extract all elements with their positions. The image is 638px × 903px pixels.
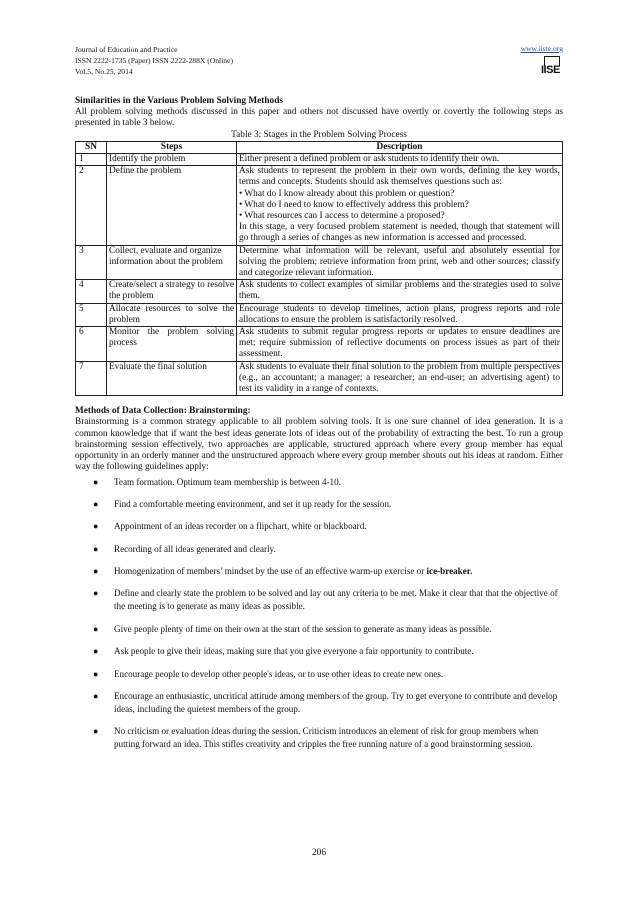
list-item-text: Encourage people to develop other people's ideas, or to use other ideas to create new ones. — [114, 668, 444, 679]
list-item-text: Give people plenty of time on their own at the start of the session to generate as many ideas as possible. — [114, 623, 492, 634]
stages-table — [75, 141, 563, 396]
logo-text: IISE — [541, 64, 560, 76]
list-item — [75, 725, 563, 751]
table-row — [76, 166, 563, 245]
bullet-icon: ● — [93, 476, 99, 487]
list-item — [75, 690, 563, 716]
description-line: Determine what information will be relevant, useful and absolutely essential for solving the problem; retrieve information from print, web and other sources; classify and categorize relevant information. — [239, 245, 560, 279]
list-item-text: Homogenization of members’ mindset by the use of an effective warm-up exercise or — [114, 566, 427, 577]
row-description — [237, 327, 563, 362]
description-line: Ask students to evaluate their final solution to the problem from multiple perspectives (e.g., an accountant; a manager; a researcher; an end-user; an advertising agent) to test its validity in a range of contexts. — [239, 361, 560, 395]
table-row — [76, 245, 563, 280]
page-header — [75, 44, 563, 78]
bullet-icon: ● — [93, 498, 99, 509]
list-item — [75, 623, 563, 636]
list-item — [75, 476, 563, 489]
guidelines-list — [75, 476, 563, 752]
header-steps: Steps — [107, 141, 237, 153]
journal-name: Journal of Education and Practice — [75, 45, 178, 54]
header-sn: SN — [76, 141, 107, 153]
row-description — [237, 280, 563, 303]
list-item — [75, 565, 563, 578]
row-sn: 5 — [76, 303, 107, 326]
table-row — [76, 327, 563, 362]
bullet-icon: ● — [93, 543, 99, 554]
row-description — [237, 154, 563, 166]
row-description — [237, 361, 563, 396]
section-heading-brainstorming: Methods of Data Collection: Brainstorming: — [75, 406, 251, 417]
row-sn: 6 — [76, 327, 107, 362]
description-line: Ask students to submit regular progress reports or updates to ensure deadlines are met; require submission of reflective documents on process issues as part of their assessment. — [239, 327, 560, 360]
bullet-icon: ● — [93, 566, 99, 577]
table-row — [76, 280, 563, 303]
list-item-text: Encourage an enthusiastic, uncritical attitude among members of the group. Try to get everyone to contribute and develop ideas, including the quietest members of the group. — [114, 691, 558, 715]
list-item — [75, 645, 563, 658]
list-item-text: Appointment of an ideas recorder on a flipchart, white or blackboard. — [114, 521, 367, 532]
description-line: Ask students to collect examples of similar problems and the strategies used to solve them. — [239, 280, 560, 302]
table-header-row — [76, 141, 563, 153]
bullet-icon: ● — [93, 623, 99, 634]
row-description — [237, 303, 563, 326]
description-line: Encourage students to develop timelines, action plans, progress reports and role allocations to ensure the problem is satisfactorily resolved. — [239, 303, 560, 325]
row-step: Evaluate the final solution — [107, 361, 237, 396]
list-item — [75, 498, 563, 511]
list-item — [75, 587, 563, 613]
description-line: Either present a defined problem or ask students to identify their own. — [239, 154, 500, 165]
list-item — [75, 543, 563, 556]
list-item-text: Define and clearly state the problem to be solved and lay out any criteria to be met. Make it clear that that the objective of the meeting is to generate as many ideas as possible. — [114, 588, 558, 612]
row-sn: 3 — [76, 245, 107, 280]
row-step: Identify the problem — [107, 154, 237, 166]
description-line: • What do I need to know to effectively address this problem? — [239, 199, 469, 210]
row-step: Monitor the problem solving process — [107, 327, 237, 362]
description-line: Ask students to represent the problem in their own words, defining the key words, terms and concepts. Students should ask themselves questions such as: — [239, 166, 560, 188]
list-item-text: Find a comfortable meeting environment, and set it up ready for the session. — [114, 498, 392, 509]
table-row — [76, 361, 563, 396]
table-caption: Table 3: Stages in the Problem Solving Process — [231, 129, 407, 140]
list-item-text: Recording of all ideas generated and clearly. — [114, 543, 276, 554]
row-sn: 1 — [76, 154, 107, 166]
bullet-icon: ● — [93, 726, 99, 737]
bullet-icon: ● — [93, 691, 99, 702]
table-row — [76, 154, 563, 166]
row-description — [237, 245, 563, 280]
description-line: In this stage, a very focused problem statement is needed, though that statement will go through a series of changes as new information is accessed and processed. — [239, 222, 560, 244]
row-sn: 4 — [76, 280, 107, 303]
issn-line: ISSN 2222-1735 (Paper) ISSN 2222-288X (Online) — [75, 56, 233, 66]
row-step: Define the problem — [107, 166, 237, 245]
page-number: 206 — [312, 848, 326, 858]
volume-line: Vol.5, No.25, 2014 — [75, 67, 133, 77]
emphasis-text: ice-breaker. — [426, 566, 473, 577]
row-step: Allocate resources to solve the problem — [107, 303, 237, 326]
row-step: Collect, evaluate and organize information about the problem — [107, 245, 237, 280]
intro-paragraph: All problem solving methods discussed in this paper and others not discussed have overtly or covertly the following steps as presented in table 3 below. — [75, 107, 563, 129]
table-row — [76, 303, 563, 326]
row-sn: 7 — [76, 361, 107, 396]
description-line: • What resources can I access to determine a proposed? — [239, 211, 445, 222]
brainstorming-paragraph: Brainstorming is a common strategy applicable to all problem solving tools. It is one sure channel of idea generation. It is a common knowledge that if want the best ideas generate lots of ideas out of the probability of extracting the best. To run a group brainstorming session effectively, two approaches are applicable, structured approach where every group member has equal opportunity in an orderly manner and the unstructured approach where every group member shouts out his ideas at random. Either way the following guidelines apply: — [75, 417, 563, 473]
iiste-logo — [541, 56, 563, 82]
main-content — [75, 96, 563, 761]
header-description: Description — [237, 141, 563, 153]
list-item-text: Ask people to give their ideas, making sure that you give everyone a fair opportunity to contribute. — [114, 646, 474, 657]
list-item — [75, 668, 563, 681]
row-step: Create/select a strategy to resolve the problem — [107, 280, 237, 303]
bullet-icon: ● — [93, 588, 99, 599]
row-description — [237, 166, 563, 245]
bullet-icon: ● — [93, 646, 99, 657]
section-heading-similarities: Similarities in the Various Problem Solving Methods — [75, 96, 283, 106]
row-sn: 2 — [76, 166, 107, 245]
list-item — [75, 520, 563, 533]
list-item-text: Team formation. Optimum team membership is between 4-10. — [114, 476, 341, 487]
bullet-icon: ● — [93, 521, 99, 532]
journal-url-link[interactable]: www.iiste.org — [520, 44, 563, 53]
description-line: • What do I know already about this problem or question? — [239, 188, 455, 199]
list-item-text: No criticism or evaluation ideas during the session. Criticism introduces an element of risk for group members when putting forward an idea. This stifles creativity and cripples the free running nature of a good brainstorming session. — [114, 726, 539, 750]
bullet-icon: ● — [93, 668, 99, 679]
